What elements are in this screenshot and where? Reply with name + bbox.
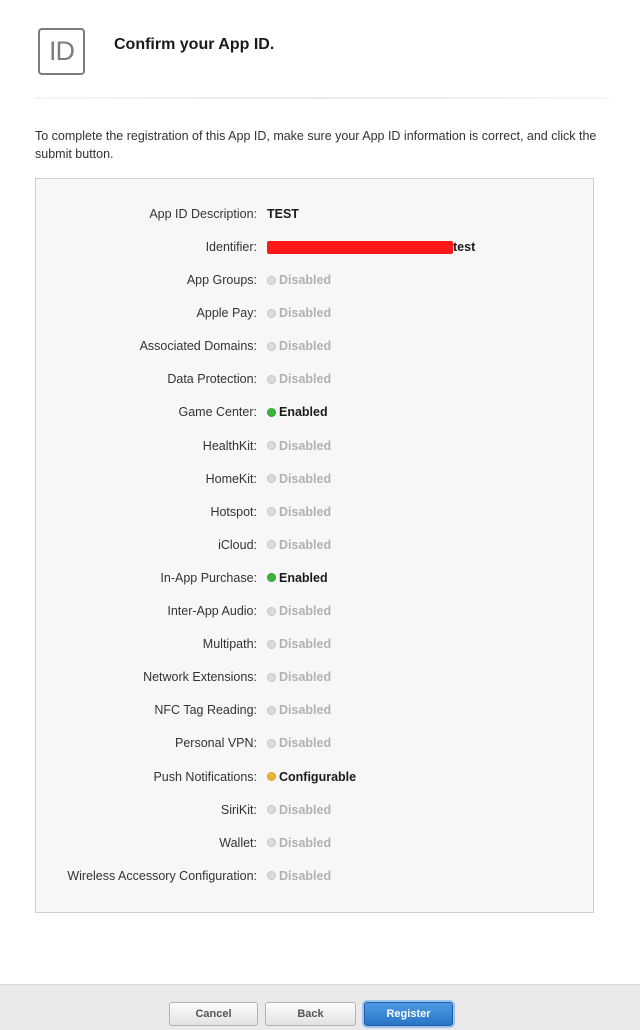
capability-status-text: Disabled bbox=[279, 504, 332, 519]
status-disabled-icon bbox=[267, 838, 276, 847]
capability-status-text: Disabled bbox=[279, 537, 332, 552]
status-disabled-icon bbox=[267, 342, 276, 351]
status-configurable-icon bbox=[267, 772, 276, 781]
capability-row bbox=[36, 303, 593, 323]
capability-row bbox=[36, 502, 593, 522]
page-title: Confirm your App ID. bbox=[114, 36, 275, 53]
capability-row bbox=[36, 402, 593, 422]
description-value: TEST bbox=[267, 207, 299, 221]
status-disabled-icon bbox=[267, 805, 276, 814]
capability-label: In-App Purchase: bbox=[160, 570, 257, 585]
status-enabled-icon bbox=[267, 408, 276, 417]
identifier-value-suffix: test bbox=[453, 240, 476, 254]
capability-status bbox=[267, 833, 331, 853]
capability-label: Associated Domains: bbox=[139, 339, 257, 354]
capability-status-text: Disabled bbox=[279, 868, 332, 883]
capability-row bbox=[36, 369, 593, 389]
status-disabled-icon bbox=[267, 739, 276, 748]
capability-status bbox=[267, 469, 331, 489]
capability-status bbox=[267, 336, 331, 356]
capability-label: SiriKit: bbox=[220, 802, 257, 817]
status-disabled-icon bbox=[267, 507, 276, 516]
app-id-icon bbox=[38, 28, 85, 75]
capability-label: HomeKit: bbox=[205, 471, 257, 486]
capability-label: Wireless Accessory Configuration: bbox=[67, 868, 257, 883]
capability-status-text: Disabled bbox=[279, 372, 332, 387]
capability-status bbox=[267, 369, 331, 389]
capability-label: iCloud: bbox=[218, 537, 257, 552]
capability-label: Wallet: bbox=[219, 835, 257, 850]
capability-row bbox=[36, 833, 593, 853]
instructions-text: To complete the registration of this App ID, make sure your App ID information is correct, and click the submit button. bbox=[35, 129, 597, 161]
capability-status bbox=[267, 667, 331, 687]
capability-label: Data Protection: bbox=[167, 372, 257, 387]
status-disabled-icon bbox=[267, 640, 276, 649]
capability-row bbox=[36, 667, 593, 687]
capability-status-text: Disabled bbox=[279, 273, 332, 287]
description-value-wrap bbox=[267, 204, 299, 224]
capability-row bbox=[36, 436, 593, 456]
capability-status-text: Enabled bbox=[279, 570, 328, 585]
capability-status bbox=[267, 303, 331, 323]
detail-row-identifier bbox=[36, 237, 593, 257]
capability-label: Apple Pay: bbox=[196, 306, 257, 321]
capability-label: HealthKit: bbox=[202, 438, 257, 453]
capability-row bbox=[36, 601, 593, 621]
redaction-mark bbox=[267, 241, 453, 254]
capability-label: App Groups: bbox=[186, 273, 257, 287]
description-label: App ID Description: bbox=[149, 207, 257, 221]
capability-status bbox=[267, 733, 331, 753]
capability-status bbox=[267, 767, 356, 787]
capability-status-text: Disabled bbox=[279, 835, 332, 850]
capability-status bbox=[267, 535, 331, 555]
status-disabled-icon bbox=[267, 607, 276, 616]
capability-status bbox=[267, 866, 331, 886]
capability-row bbox=[36, 336, 593, 356]
capability-status bbox=[267, 700, 331, 720]
capability-label: NFC Tag Reading: bbox=[154, 703, 257, 718]
capability-row bbox=[36, 866, 593, 886]
capability-row bbox=[36, 700, 593, 720]
capability-status-text: Disabled bbox=[279, 339, 332, 354]
capability-row bbox=[36, 733, 593, 753]
capability-label: Inter-App Audio: bbox=[167, 604, 257, 618]
capability-label: Personal VPN: bbox=[175, 736, 257, 751]
capability-row bbox=[36, 270, 593, 290]
capability-status-text: Disabled bbox=[279, 637, 332, 652]
app-id-details-panel bbox=[35, 178, 594, 913]
status-disabled-icon bbox=[267, 441, 276, 450]
capability-row bbox=[36, 767, 593, 787]
capability-status bbox=[267, 601, 331, 621]
capability-status bbox=[267, 634, 331, 654]
capability-status bbox=[267, 402, 328, 422]
capability-row bbox=[36, 535, 593, 555]
capability-row bbox=[36, 568, 593, 588]
capability-status-text: Disabled bbox=[279, 802, 332, 817]
identifier-label: Identifier: bbox=[205, 240, 257, 254]
capability-label: Network Extensions: bbox=[143, 670, 257, 685]
page-header bbox=[0, 0, 640, 100]
capability-status bbox=[267, 436, 331, 456]
capability-status-text: Disabled bbox=[279, 670, 332, 685]
capability-status-text: Configurable bbox=[279, 769, 357, 784]
capability-label: Push Notifications: bbox=[153, 769, 257, 784]
capability-label: Hotspot: bbox=[210, 504, 257, 519]
status-disabled-icon bbox=[267, 871, 276, 880]
capability-status-text: Disabled bbox=[279, 604, 332, 618]
capability-status bbox=[267, 502, 331, 522]
header-divider bbox=[34, 97, 609, 99]
app-id-icon-text: ID bbox=[49, 36, 74, 66]
capability-status-text: Disabled bbox=[279, 703, 332, 718]
capability-status-text: Disabled bbox=[279, 306, 332, 321]
detail-row-description bbox=[36, 204, 593, 224]
capability-row bbox=[36, 634, 593, 654]
status-disabled-icon bbox=[267, 309, 276, 318]
cancel-button[interactable]: Cancel bbox=[169, 1002, 258, 1026]
status-disabled-icon bbox=[267, 540, 276, 549]
capability-status-text: Disabled bbox=[279, 438, 332, 453]
capability-label: Multipath: bbox=[202, 637, 257, 652]
capability-row bbox=[36, 469, 593, 489]
status-disabled-icon bbox=[267, 706, 276, 715]
status-disabled-icon bbox=[267, 474, 276, 483]
capability-status bbox=[267, 568, 328, 588]
capability-label: Game Center: bbox=[178, 405, 257, 420]
capability-row bbox=[36, 800, 593, 820]
status-disabled-icon bbox=[267, 276, 276, 285]
status-disabled-icon bbox=[267, 673, 276, 682]
capability-status-text: Disabled bbox=[279, 736, 332, 751]
identifier-value-wrap bbox=[267, 237, 475, 257]
status-disabled-icon bbox=[267, 375, 276, 384]
capability-status-text: Enabled bbox=[279, 405, 328, 420]
status-enabled-icon bbox=[267, 573, 276, 582]
capability-status bbox=[267, 270, 331, 290]
capability-status bbox=[267, 800, 331, 820]
capability-status-text: Disabled bbox=[279, 471, 332, 486]
back-button[interactable]: Back bbox=[265, 1002, 356, 1026]
register-button[interactable]: Register bbox=[364, 1002, 453, 1026]
